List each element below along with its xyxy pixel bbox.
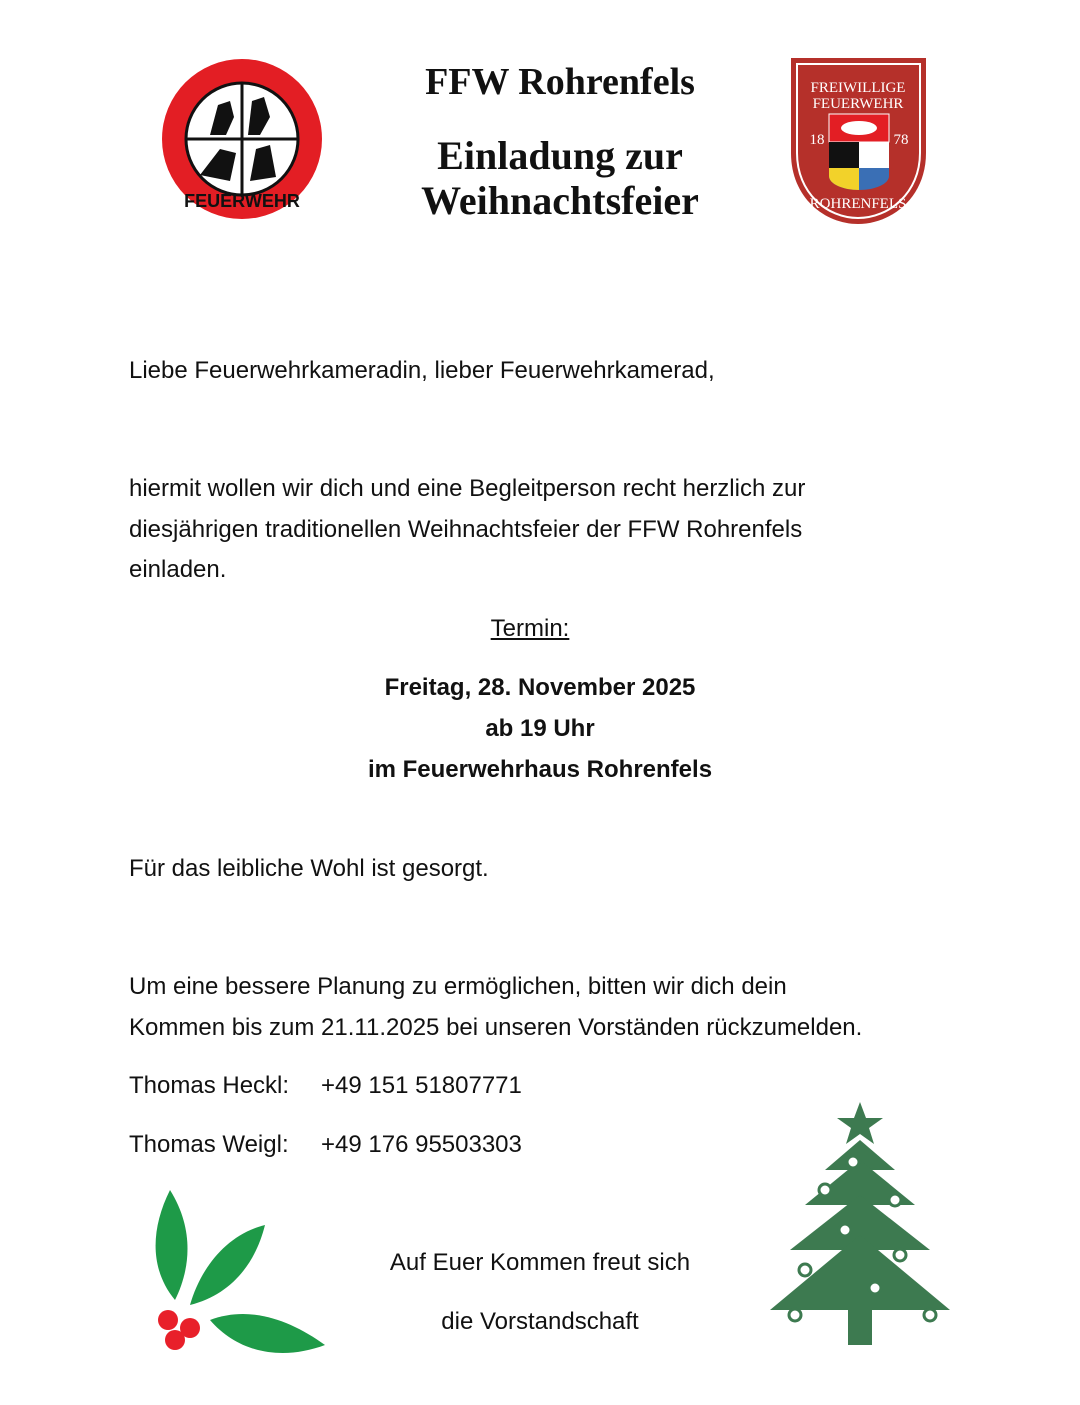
rohrenfels-crest — [791, 58, 926, 226]
rsvp-line-2: Kommen bis zum 21.11.2025 bei unseren Vorständen rückzumelden. — [129, 1014, 863, 1041]
contact-phone-2: +49 176 95503303 — [321, 1131, 522, 1158]
event-date: Freitag, 28. November 2025 — [384, 674, 696, 701]
food-note: Für das leibliche Wohl ist gesorgt. — [129, 855, 489, 882]
feuerwehr-logo — [160, 57, 324, 221]
christmas-tree-icon — [765, 1100, 960, 1348]
intro-line-2: diesjährigen traditionellen Weihnachtsfeier der FFW Rohrenfels — [129, 516, 803, 543]
title-line-2: Weihnachtsfeier — [421, 178, 699, 223]
closing-line-1: Auf Euer Kommen freut sich — [389, 1249, 691, 1276]
event-place: im Feuerwehrhaus Rohrenfels — [367, 756, 713, 783]
contact-name-2: Thomas Weigl: — [129, 1131, 289, 1158]
title-line-1: Einladung zur — [437, 133, 683, 178]
termin-label: Termin: — [490, 615, 570, 642]
event-time: ab 19 Uhr — [485, 715, 595, 742]
holly-icon — [130, 1180, 340, 1380]
contact-phone-1: +49 151 51807771 — [321, 1072, 522, 1099]
svg-text:78: 78 — [893, 132, 909, 148]
svg-text:ROHRENFELS: ROHRENFELS — [809, 196, 907, 212]
svg-text:FREIWILLIGE: FREIWILLIGE — [810, 80, 906, 96]
org-name: FFW Rohrenfels — [425, 61, 695, 103]
intro-line-1: hiermit wollen wir dich und eine Begleitperson recht herzlich zur — [129, 475, 806, 502]
svg-text:FEUERWEHR: FEUERWEHR — [184, 191, 300, 211]
rsvp-line-1: Um eine bessere Planung zu ermöglichen, bitten wir dich dein — [129, 973, 787, 1000]
closing-line-2: die Vorstandschaft — [441, 1308, 639, 1335]
svg-text:FEUERWEHR: FEUERWEHR — [812, 96, 904, 112]
contact-name-1: Thomas Heckl: — [129, 1072, 290, 1099]
intro-line-3: einladen. — [129, 556, 227, 583]
greeting: Liebe Feuerwehrkameradin, lieber Feuerwehrkamerad, — [129, 357, 715, 384]
svg-text:18: 18 — [809, 132, 825, 148]
